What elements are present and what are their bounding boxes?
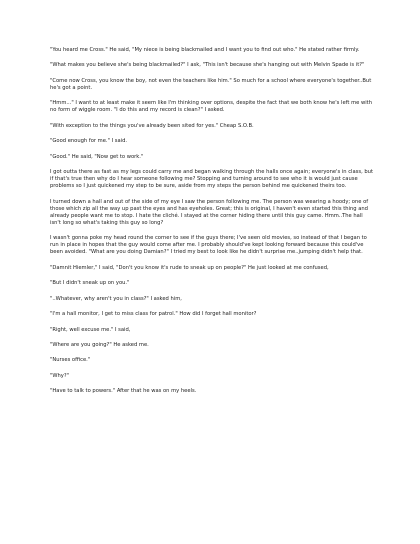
paragraph: "Nurses office." — [50, 357, 91, 364]
paragraph: "..Whatever, why aren't you in class?" I asked him, — [50, 295, 182, 302]
paragraph: I got outta there as fast as my legs could carry me and began walking through the halls once again; everyone's in class, but if that's true then why do I hear someone following me? Stopping and turning around to see who it is would just cause problems so I just quickened my step to be sure, aside from my steps the person behind me quickened theirs too. — [50, 169, 373, 190]
paragraph: "Have to talk to powers." After that he was on my heels. — [50, 388, 197, 395]
paragraph: "But I didn't sneak up on you." — [50, 280, 130, 287]
paragraph: "Damnit Hiemler," I said, "Don't you know it's rude to sneak up on people?" He just looked at me confused, — [50, 264, 329, 271]
paragraph: "Hmm..." I want to at least make it seem like I'm thinking over options, despite the fact that we both know he's left me with no form of wiggle room. "I do this and my record is clean?" I asked. — [50, 100, 372, 114]
paragraph: "With exception to the things you've already been sited for yes." Cheap S.O.B. — [50, 122, 254, 129]
paragraph: "Where are you going?" He asked me. — [50, 341, 149, 348]
paragraph: I turned down a hall and out of the side of my eye I saw the person following me. The person was wearing a hoody; one of those which zip all the way up past the eyes and has eyeholes. Great; this is original, I haven't even started this thing and already people want me to stop. I hate the cliché. I stayed at the corner hiding there until this guy came. Hmm..The hall isn't long so what's taking this guy so long? — [50, 198, 369, 226]
paragraph: I wasn't gonna poke my head round the corner to see if the guys there; I've seen old movies, so instead of that I began to run in place in hopes that the guy would come after me. I probably should've kept looking forward because this could've been avoided. "What are you doing Damian?" I tried my best to look like he didn't surprise me..jumping didn't help that. — [50, 235, 367, 256]
paragraph: "Come now Cross, you know the boy, not even the teachers like him." So much for a school where everyone's together..But he's got a point. — [50, 77, 372, 91]
paragraph: "You heard me Cross." He said, "My niece is being blackmailed and I want you to find out who." He stated rather firmly. — [50, 47, 360, 53]
paragraph: "Good enough for me." I said. — [50, 138, 128, 145]
paragraph: "Why?" — [50, 372, 70, 379]
paragraph: "Good." He said, "Now get to work." — [50, 153, 144, 160]
paragraph: "I'm a hall monitor, I get to miss class for patrol." How did I forget hall monitor? — [50, 311, 257, 318]
paragraph: "Right, well excuse me." I said, — [50, 326, 131, 333]
paragraph: "What makes you believe she's being blackmailed?" I ask, "This isn't because she's hanging out with Melvin Spade is it?" — [50, 62, 365, 69]
